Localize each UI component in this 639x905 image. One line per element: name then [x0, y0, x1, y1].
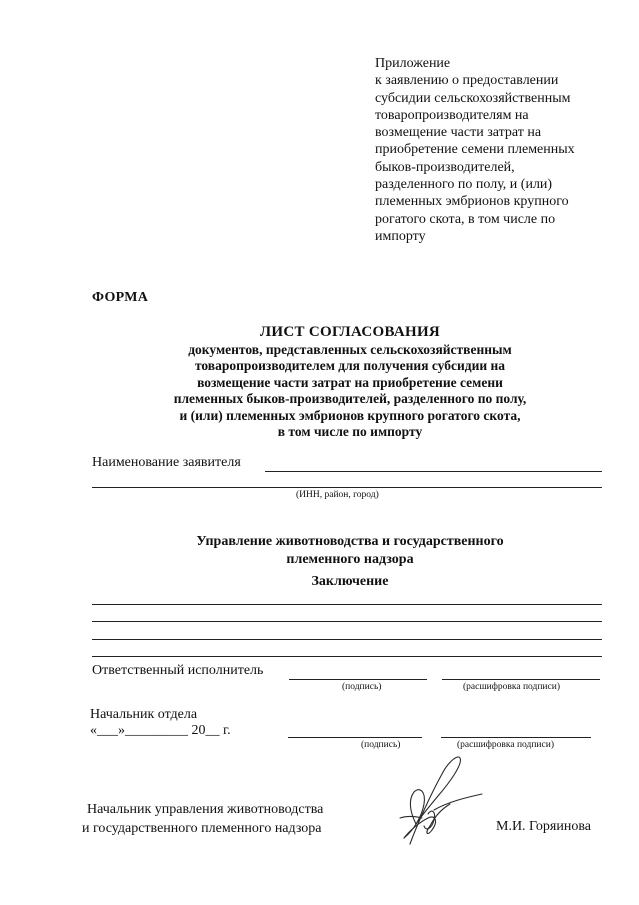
head-signature-line[interactable]: [288, 737, 422, 738]
department-heading: [100, 533, 600, 569]
head-of-directorate-name: М.И. Горяинова: [496, 819, 591, 834]
applicant-label: Наименование заявителя: [92, 455, 241, 470]
appendix-line: импорту: [375, 228, 426, 244]
appendix-line: быков-производителей,: [375, 159, 515, 175]
title-sub-line: товаропроизводителем для получения субсидии на: [194, 358, 506, 374]
executor-signature-line[interactable]: [289, 679, 427, 680]
appendix-line: племенных эмбрионов крупного: [375, 194, 569, 210]
appendix-line: субсидии сельскохозяйственным: [375, 90, 571, 106]
appendix-line: Приложение: [375, 56, 451, 71]
head-decoding-caption: (расшифровка подписи): [457, 740, 554, 750]
document-title: [100, 322, 600, 440]
title-main: ЛИСТ СОГЛАСОВАНИЯ: [259, 324, 441, 340]
title-sub-line: в том числе по импорту: [277, 424, 423, 440]
appendix-line: рогатого скота, в том числе по: [375, 211, 556, 227]
title-sub-line: племенных быков-производителей, разделенного по полу,: [173, 391, 527, 407]
appendix-line: разделенного по полу, и (или): [375, 177, 553, 193]
appendix-line: к заявлению о предоставлении: [375, 73, 559, 89]
department-line: племенного надзора: [286, 552, 414, 567]
conclusion-line[interactable]: [92, 604, 602, 605]
title-sub-line: документов, представленных сельскохозяйственным: [188, 342, 512, 357]
executor-label: Ответственный исполнитель: [92, 663, 264, 678]
date-line[interactable]: «___»_________ 20__ г.: [90, 723, 231, 738]
applicant-caption: (ИНН, район, город): [296, 490, 379, 500]
head-of-department-label: Начальник отдела: [90, 707, 198, 722]
title-sub-line: и (или) племенных эмбрионов крупного рогатого скота,: [179, 407, 521, 423]
executor-decoding-line[interactable]: [442, 679, 600, 680]
handwritten-signature-icon: [380, 752, 485, 852]
conclusion-line[interactable]: [92, 621, 602, 622]
conclusion-line[interactable]: [92, 639, 602, 640]
head-signature-caption: (подпись): [361, 740, 401, 750]
appendix-block: [375, 55, 615, 245]
form-label: ФОРМА: [92, 290, 149, 305]
conclusion-line[interactable]: [92, 656, 602, 657]
executor-decoding-caption: (расшифровка подписи): [463, 682, 560, 692]
appendix-line: возмещение части затрат на: [375, 125, 542, 141]
appendix-line: товаропроизводителям на: [375, 107, 529, 123]
applicant-details-line[interactable]: [92, 487, 602, 488]
head-decoding-line[interactable]: [441, 737, 591, 738]
conclusion-heading: Заключение: [311, 574, 389, 589]
title-sub-line: возмещение части затрат на приобретение семени: [197, 374, 503, 390]
head-of-directorate-block: [82, 800, 324, 838]
appendix-line: приобретение семени племенных: [375, 142, 575, 158]
department-line: Управление животноводства и государственного: [196, 534, 504, 549]
head-of-directorate-line: Начальник управления животноводства: [87, 802, 324, 817]
head-of-directorate-line: и государственного племенного надзора: [82, 821, 322, 836]
executor-signature-caption: (подпись): [342, 682, 382, 692]
applicant-name-line[interactable]: [265, 471, 602, 472]
title-subtitle: [100, 342, 600, 440]
